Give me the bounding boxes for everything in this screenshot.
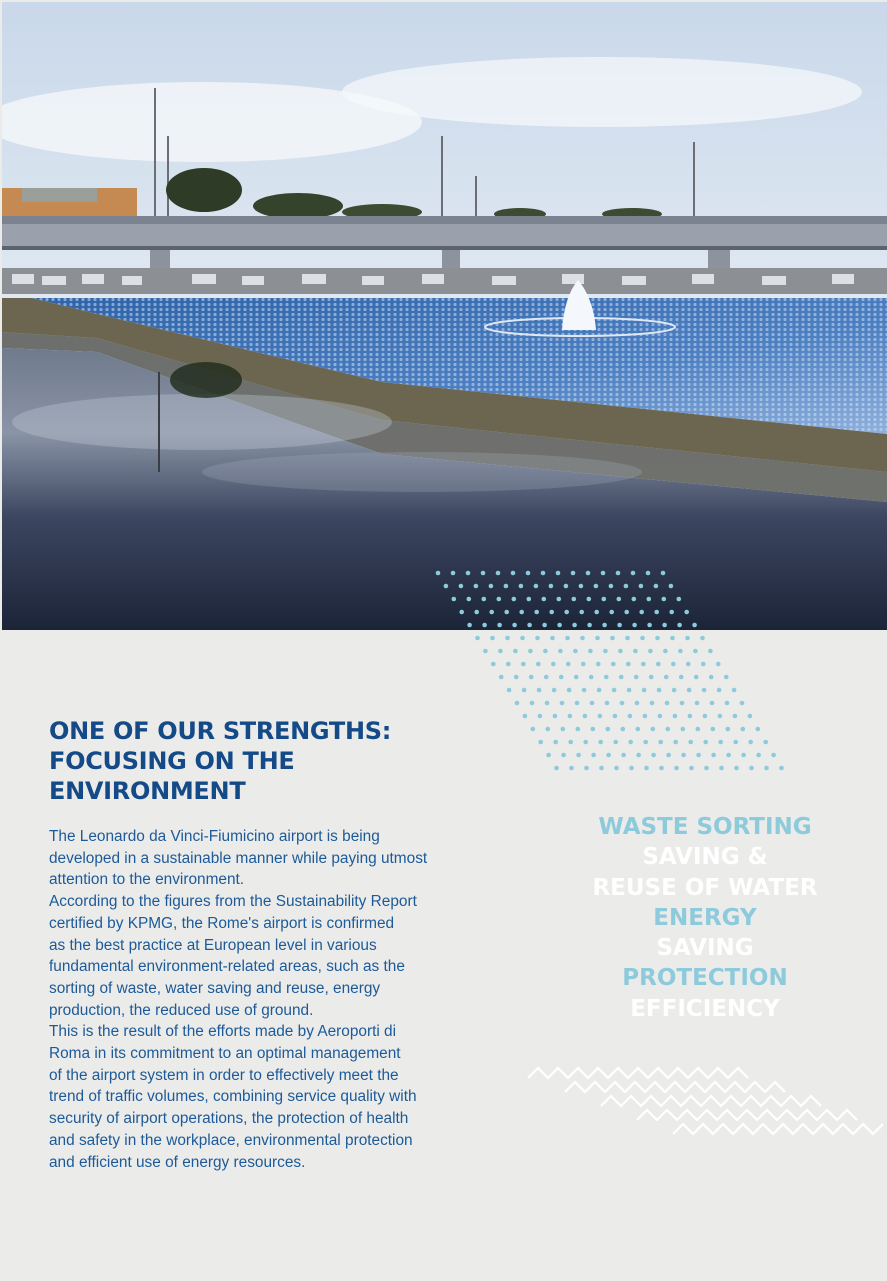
dot <box>695 701 700 706</box>
dot <box>709 675 714 680</box>
dot <box>452 597 457 602</box>
dot <box>602 597 607 602</box>
dot <box>605 701 610 706</box>
dot <box>643 740 648 745</box>
dot <box>624 584 629 589</box>
keyword-energy: ENERGY <box>653 904 757 931</box>
dot <box>672 688 677 693</box>
dot <box>679 675 684 680</box>
dot <box>740 701 745 706</box>
dot <box>631 571 636 576</box>
dot <box>526 571 531 576</box>
dot <box>681 753 686 758</box>
dot <box>629 766 634 771</box>
dot <box>634 675 639 680</box>
dot <box>499 675 504 680</box>
dot <box>627 688 632 693</box>
dot <box>643 714 648 719</box>
page-headline <box>49 716 469 806</box>
dot <box>710 701 715 706</box>
dot <box>558 649 563 654</box>
dot <box>559 675 564 680</box>
dot <box>603 649 608 654</box>
dot <box>586 571 591 576</box>
dot <box>662 623 667 628</box>
dot <box>590 701 595 706</box>
dot <box>569 766 574 771</box>
dot <box>553 714 558 719</box>
dot <box>654 610 659 615</box>
dot <box>687 688 692 693</box>
body-line: production, the reduced use of ground. <box>49 1001 314 1019</box>
dot <box>639 584 644 589</box>
dot <box>538 740 543 745</box>
dot <box>680 701 685 706</box>
dot <box>635 701 640 706</box>
dot <box>748 740 753 745</box>
dot <box>696 753 701 758</box>
dot <box>599 766 604 771</box>
dot <box>648 649 653 654</box>
zigzag-lines-decoration <box>525 1058 887 1144</box>
dot <box>534 584 539 589</box>
dot <box>536 662 541 667</box>
dot <box>561 727 566 732</box>
dot <box>693 649 698 654</box>
dot <box>618 649 623 654</box>
dot <box>669 610 674 615</box>
keyword-efficiency: EFFICIENCY <box>630 995 780 1022</box>
dot <box>619 675 624 680</box>
dot <box>732 688 737 693</box>
dot <box>591 753 596 758</box>
dot <box>512 597 517 602</box>
dot <box>670 636 675 641</box>
dot <box>686 662 691 667</box>
dot <box>459 584 464 589</box>
dot <box>594 610 599 615</box>
dot <box>466 571 471 576</box>
dot <box>560 701 565 706</box>
dot <box>633 649 638 654</box>
dot <box>519 584 524 589</box>
dot <box>581 662 586 667</box>
dot <box>482 623 487 628</box>
dot <box>733 740 738 745</box>
dot <box>649 675 654 680</box>
dot <box>624 610 629 615</box>
dot <box>601 571 606 576</box>
body-line: sorting of waste, water saving and reuse, energy <box>49 979 381 997</box>
dot <box>609 610 614 615</box>
dot <box>717 688 722 693</box>
dot <box>756 753 761 758</box>
dot <box>602 623 607 628</box>
dot <box>664 675 669 680</box>
dot <box>482 597 487 602</box>
dot <box>513 649 518 654</box>
dot <box>588 649 593 654</box>
dot <box>665 701 670 706</box>
dot <box>771 753 776 758</box>
body-line: developed in a sustainable manner while paying utmost <box>49 849 428 867</box>
dot <box>604 675 609 680</box>
dot <box>718 740 723 745</box>
dot <box>658 740 663 745</box>
dot <box>688 740 693 745</box>
dot <box>708 649 713 654</box>
dot <box>574 675 579 680</box>
dot <box>644 766 649 771</box>
hero-photo <box>2 2 887 630</box>
dot <box>702 688 707 693</box>
dot <box>674 766 679 771</box>
keyword-saving: SAVING & <box>642 844 768 871</box>
dot <box>669 584 674 589</box>
dot <box>651 727 656 732</box>
dot <box>756 727 761 732</box>
dot <box>685 636 690 641</box>
dot <box>655 636 660 641</box>
dot <box>520 636 525 641</box>
body-line: fundamental environment-related areas, such as the <box>49 958 405 976</box>
dot <box>530 701 535 706</box>
dot <box>583 740 588 745</box>
dot <box>657 688 662 693</box>
dot <box>642 688 647 693</box>
dot <box>512 623 517 628</box>
dot <box>579 584 584 589</box>
body-text <box>49 826 479 1173</box>
dot <box>467 623 472 628</box>
dot <box>474 610 479 615</box>
dot <box>587 597 592 602</box>
dot <box>505 636 510 641</box>
dot <box>576 753 581 758</box>
dot <box>594 584 599 589</box>
dot <box>610 636 615 641</box>
dot <box>711 727 716 732</box>
dot <box>671 662 676 667</box>
dot <box>614 766 619 771</box>
dot <box>734 766 739 771</box>
dot <box>681 727 686 732</box>
dot-pattern-decoration <box>430 565 830 780</box>
body-line: The Leonardo da Vinci-Fiumicino airport is being <box>49 828 380 845</box>
dot <box>497 623 502 628</box>
dot <box>625 636 630 641</box>
headline-line-2: FOCUSING ON THE <box>49 747 295 775</box>
dot <box>523 714 528 719</box>
dot <box>606 727 611 732</box>
dot <box>636 727 641 732</box>
dot <box>583 714 588 719</box>
dot <box>626 662 631 667</box>
body-line: trend of traffic volumes, combining service quality with <box>49 1088 417 1106</box>
dot <box>609 584 614 589</box>
dot <box>716 662 721 667</box>
dot <box>639 610 644 615</box>
dot <box>489 584 494 589</box>
dot <box>598 714 603 719</box>
dot <box>595 636 600 641</box>
dot <box>611 662 616 667</box>
dot <box>527 597 532 602</box>
dot <box>489 610 494 615</box>
dot <box>504 584 509 589</box>
dot <box>620 701 625 706</box>
dot <box>496 571 501 576</box>
dot <box>658 714 663 719</box>
dot <box>684 610 689 615</box>
dot <box>546 753 551 758</box>
dot <box>612 688 617 693</box>
dot <box>554 766 559 771</box>
body-line: as the best practice at European level in various <box>49 936 377 954</box>
dot <box>696 727 701 732</box>
dot <box>566 662 571 667</box>
dot <box>741 727 746 732</box>
dot <box>522 688 527 693</box>
dot <box>573 649 578 654</box>
headline-line-1: ONE OF OUR STRENGTHS: <box>49 717 392 745</box>
dot <box>475 636 480 641</box>
dot <box>544 675 549 680</box>
dot <box>529 675 534 680</box>
dot <box>551 662 556 667</box>
dot <box>718 714 723 719</box>
dot <box>557 597 562 602</box>
dot <box>636 753 641 758</box>
dot <box>692 623 697 628</box>
dot <box>673 714 678 719</box>
dot <box>650 701 655 706</box>
dot <box>483 649 488 654</box>
dot <box>546 727 551 732</box>
dot <box>511 571 516 576</box>
dot <box>621 753 626 758</box>
dot <box>688 714 693 719</box>
dot <box>567 688 572 693</box>
dot <box>662 597 667 602</box>
dot <box>497 597 502 602</box>
dot <box>628 740 633 745</box>
dot <box>591 727 596 732</box>
dot <box>725 701 730 706</box>
dot <box>545 701 550 706</box>
dot <box>534 610 539 615</box>
dot <box>490 636 495 641</box>
body-line: of the airport system in order to effectively meet the <box>49 1066 399 1084</box>
dot <box>537 688 542 693</box>
dot <box>584 766 589 771</box>
dot <box>779 766 784 771</box>
dot <box>724 675 729 680</box>
dot <box>659 766 664 771</box>
dot <box>550 636 555 641</box>
keyword-reuse-of-water: REUSE OF WATER <box>592 874 818 901</box>
dot <box>436 571 441 576</box>
dot <box>474 584 479 589</box>
keyword-list <box>560 812 850 1024</box>
dot <box>514 675 519 680</box>
dot <box>661 571 666 576</box>
body-line: This is the result of the efforts made by Aeroporti di <box>49 1023 397 1041</box>
dot <box>616 571 621 576</box>
dot <box>568 714 573 719</box>
body-line: security of airport operations, the protection of health <box>49 1110 409 1128</box>
dot <box>689 766 694 771</box>
dot <box>571 571 576 576</box>
dot <box>677 597 682 602</box>
dot <box>506 662 511 667</box>
dot <box>654 584 659 589</box>
dot <box>666 753 671 758</box>
dot <box>764 766 769 771</box>
dot <box>726 727 731 732</box>
keyword-saving-2: SAVING <box>656 935 754 962</box>
dot <box>535 636 540 641</box>
dot <box>711 753 716 758</box>
dot <box>542 623 547 628</box>
dot <box>557 623 562 628</box>
dot <box>703 714 708 719</box>
dot <box>521 662 526 667</box>
dot <box>763 740 768 745</box>
dot <box>694 675 699 680</box>
dot <box>719 766 724 771</box>
dot <box>549 610 554 615</box>
dot <box>542 597 547 602</box>
dot <box>467 597 472 602</box>
dot <box>556 571 561 576</box>
dot <box>596 662 601 667</box>
dot <box>613 740 618 745</box>
dot <box>582 688 587 693</box>
dot <box>606 753 611 758</box>
dot <box>598 740 603 745</box>
dot <box>564 610 569 615</box>
dot <box>733 714 738 719</box>
dot <box>741 753 746 758</box>
dot <box>528 649 533 654</box>
keyword-waste-sorting: WASTE SORTING <box>598 814 812 840</box>
dot <box>597 688 602 693</box>
dot <box>641 662 646 667</box>
water-basin-illustration <box>2 2 887 630</box>
body-line: certified by KPMG, the Rome's airport is confirmed <box>49 914 395 932</box>
dot <box>647 597 652 602</box>
dot <box>677 623 682 628</box>
body-line: According to the figures from the Sustainability Report <box>49 893 417 911</box>
body-line: attention to the environment. <box>49 871 245 889</box>
dot <box>673 740 678 745</box>
keyword-protection: PROTECTION <box>622 965 788 992</box>
dot <box>704 766 709 771</box>
dot <box>613 714 618 719</box>
dot <box>531 727 536 732</box>
dot <box>617 623 622 628</box>
dot <box>515 701 520 706</box>
dot <box>632 623 637 628</box>
dot <box>507 688 512 693</box>
dot <box>666 727 671 732</box>
dot <box>527 623 532 628</box>
dot <box>579 610 584 615</box>
dot <box>504 610 509 615</box>
body-line: and safety in the workplace, environmental protection <box>49 1131 413 1149</box>
dot <box>646 571 651 576</box>
dot <box>726 753 731 758</box>
body-line: and efficient use of energy resources. <box>49 1153 306 1171</box>
dot <box>481 571 486 576</box>
dot <box>498 649 503 654</box>
dot <box>656 662 661 667</box>
dot <box>543 649 548 654</box>
dot <box>568 740 573 745</box>
dot <box>564 584 569 589</box>
dot <box>617 597 622 602</box>
dot <box>552 688 557 693</box>
dot <box>538 714 543 719</box>
dot <box>748 714 753 719</box>
dot <box>587 623 592 628</box>
dot <box>541 571 546 576</box>
dot <box>663 649 668 654</box>
dot <box>553 740 558 745</box>
dot <box>749 766 754 771</box>
headline-line-3: ENVIRONMENT <box>49 777 246 805</box>
dot <box>565 636 570 641</box>
dot <box>647 623 652 628</box>
dot <box>444 584 449 589</box>
dot <box>549 584 554 589</box>
dot <box>701 662 706 667</box>
dot <box>580 636 585 641</box>
dot <box>575 701 580 706</box>
dot <box>576 727 581 732</box>
dot <box>700 636 705 641</box>
dot <box>632 597 637 602</box>
body-line: Roma in its commitment to an optimal management <box>49 1045 401 1063</box>
dot <box>640 636 645 641</box>
dot <box>519 610 524 615</box>
dot <box>451 571 456 576</box>
dot <box>678 649 683 654</box>
dot <box>651 753 656 758</box>
dot <box>703 740 708 745</box>
dot <box>491 662 496 667</box>
dot <box>628 714 633 719</box>
dot <box>572 623 577 628</box>
dot <box>459 610 464 615</box>
dot <box>621 727 626 732</box>
dot <box>561 753 566 758</box>
dot <box>589 675 594 680</box>
dot <box>572 597 577 602</box>
